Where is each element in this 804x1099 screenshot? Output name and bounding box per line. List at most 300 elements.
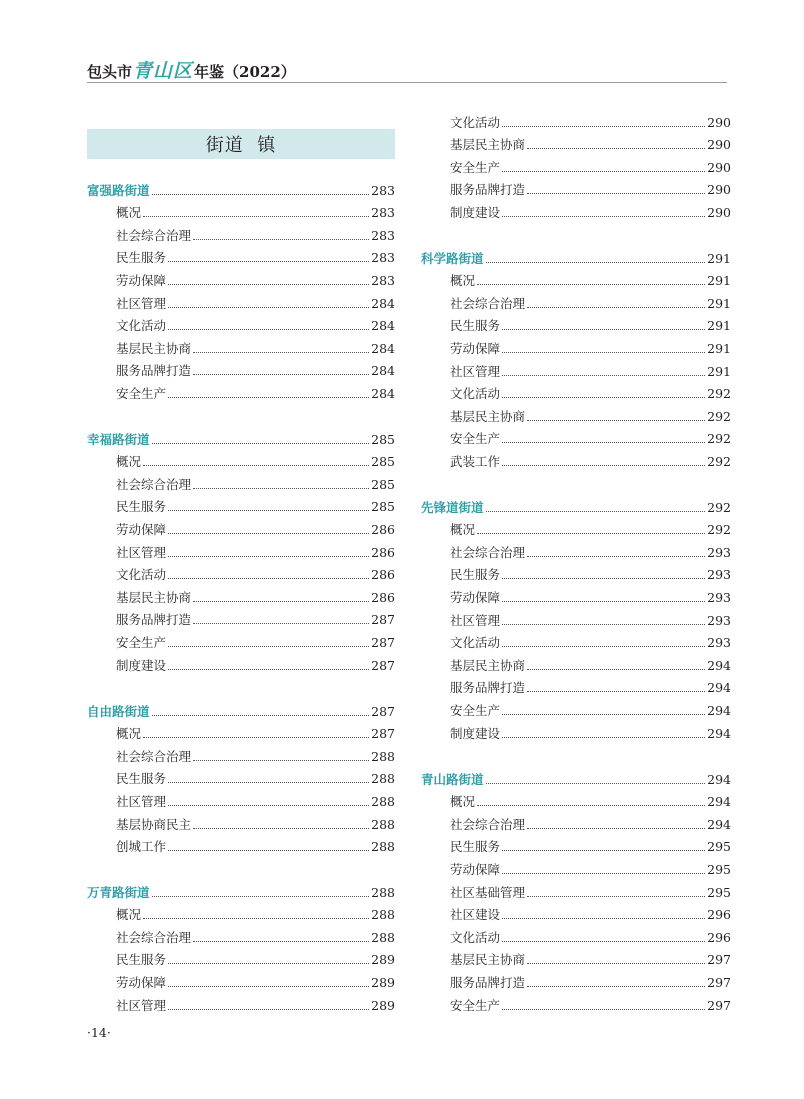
toc-entry[interactable] — [421, 878, 731, 901]
toc-entry[interactable] — [87, 946, 395, 969]
leader-dots — [193, 623, 369, 624]
toc-page-number: 287 — [371, 612, 395, 628]
toc-page-number: 285 — [371, 476, 395, 492]
leader-dots — [502, 646, 705, 647]
toc-entry-title: 服务品牌打造 — [450, 680, 526, 696]
toc-entry-title: 制度建设 — [450, 725, 501, 741]
leader-dots — [168, 669, 369, 670]
toc-entry[interactable] — [421, 402, 731, 425]
toc-page-number: 295 — [707, 861, 731, 877]
toc-entry[interactable] — [421, 901, 731, 924]
toc-page-number: 297 — [707, 974, 731, 990]
toc-entry[interactable] — [87, 448, 395, 471]
toc-entry-title: 劳动保障 — [116, 521, 167, 537]
toc-entry[interactable] — [421, 198, 731, 221]
toc-page-number: 284 — [371, 340, 395, 356]
toc-entry[interactable] — [87, 357, 395, 380]
leader-dots — [502, 465, 705, 466]
toc-page-number: 294 — [707, 816, 731, 832]
toc-entry[interactable] — [421, 312, 731, 335]
toc-entry-title: 武装工作 — [450, 453, 501, 469]
leader-dots — [502, 918, 705, 919]
leader-dots — [193, 760, 369, 761]
toc-page-number: 289 — [371, 952, 395, 968]
leader-dots — [193, 828, 369, 829]
toc-entry[interactable] — [421, 425, 731, 448]
leader-dots — [193, 352, 369, 353]
toc-entry-title: 劳动保障 — [116, 272, 167, 288]
toc-entry-title: 概况 — [116, 726, 142, 742]
toc-entry-title: 基层民主协商 — [450, 657, 526, 673]
section-title: 街道 镇 — [205, 135, 277, 156]
toc-entry[interactable] — [87, 833, 395, 856]
toc-page-number: 290 — [707, 114, 731, 130]
toc-page-number: 295 — [707, 839, 731, 855]
toc-page-number: 286 — [371, 589, 395, 605]
header-year: （2022） — [224, 63, 296, 81]
toc-page-number: 297 — [707, 997, 731, 1013]
toc-page-number: 287 — [371, 726, 395, 742]
leader-dots — [193, 601, 369, 602]
toc-entry[interactable] — [421, 651, 731, 674]
leader-dots — [193, 374, 369, 375]
toc-entry-title: 社会综合治理 — [450, 544, 526, 560]
toc-entry[interactable] — [87, 221, 395, 244]
toc-group — [421, 108, 731, 221]
leader-dots — [502, 397, 705, 398]
toc-page-number: 292 — [707, 453, 731, 469]
toc-entry-title: 文化活动 — [450, 114, 501, 130]
leader-dots — [168, 986, 369, 987]
toc-entry-title: 安全生产 — [450, 159, 501, 175]
toc-entry[interactable] — [87, 968, 395, 991]
toc-entry[interactable] — [421, 289, 731, 312]
toc-entry[interactable] — [421, 696, 731, 719]
toc-entry-title: 民生服务 — [450, 567, 501, 583]
leader-dots — [168, 850, 369, 851]
toc-group — [87, 878, 395, 1014]
toc-page-number: 288 — [371, 748, 395, 764]
leader-dots — [168, 1009, 369, 1010]
toc-entry-title: 概况 — [116, 205, 142, 221]
leader-dots — [168, 261, 369, 262]
toc-heading[interactable] — [87, 425, 395, 448]
toc-entry-title: 劳动保障 — [116, 974, 167, 990]
toc-heading-title: 自由路街道 — [87, 703, 150, 719]
toc-entry[interactable] — [421, 719, 731, 742]
toc-entry-title: 概况 — [450, 522, 476, 538]
toc-entry-title: 服务品牌打造 — [450, 974, 526, 990]
toc-group — [87, 425, 395, 674]
leader-dots — [143, 737, 369, 738]
toc-entry[interactable] — [421, 833, 731, 856]
leader-dots — [502, 714, 705, 715]
leader-dots — [168, 646, 369, 647]
leader-dots — [502, 442, 705, 443]
toc-page-number: 287 — [371, 657, 395, 673]
toc-entry[interactable] — [421, 516, 731, 539]
toc-entry-title: 民生服务 — [116, 499, 167, 515]
leader-dots — [168, 556, 369, 557]
leader-dots — [193, 488, 369, 489]
leader-dots — [502, 624, 705, 625]
toc-page-number: 294 — [707, 725, 731, 741]
leader-dots — [168, 397, 369, 398]
toc-entry[interactable] — [421, 108, 731, 131]
toc-entry[interactable] — [421, 131, 731, 154]
toc-page-number: 287 — [371, 634, 395, 650]
leader-dots — [152, 194, 370, 195]
toc-entry[interactable] — [87, 991, 395, 1014]
toc-entry[interactable] — [421, 561, 731, 584]
leader-dots — [168, 284, 369, 285]
leader-dots — [527, 420, 705, 421]
leader-dots — [527, 986, 705, 987]
toc-entry[interactable] — [87, 901, 395, 924]
toc-page-number: 294 — [707, 680, 731, 696]
toc-entry-title: 社区管理 — [116, 295, 167, 311]
toc-entry[interactable] — [87, 312, 395, 335]
toc-heading-title: 科学路街道 — [421, 250, 484, 266]
toc-entry-title: 文化活动 — [116, 567, 167, 583]
toc-entry-title: 安全生产 — [116, 385, 167, 401]
toc-heading[interactable] — [87, 878, 395, 901]
leader-dots — [486, 783, 706, 784]
leader-dots — [527, 896, 705, 897]
toc-entry-title: 社区管理 — [116, 793, 167, 809]
toc-page-number: 289 — [371, 997, 395, 1013]
leader-dots — [502, 329, 705, 330]
toc-heading-title: 青山路街道 — [421, 771, 484, 787]
toc-page-number: 297 — [707, 952, 731, 968]
leader-dots — [168, 782, 369, 783]
toc-entry-title: 社区管理 — [450, 363, 501, 379]
toc-entry[interactable] — [421, 176, 731, 199]
leader-dots — [527, 669, 705, 670]
toc-entry-title: 社区管理 — [116, 997, 167, 1013]
header-yearbook: 年鉴 — [194, 63, 225, 81]
toc-entry-title: 服务品牌打造 — [116, 612, 192, 628]
toc-entry-title: 民生服务 — [450, 318, 501, 334]
toc-entry-title: 社区基础管理 — [450, 884, 526, 900]
toc-page-number: 285 — [371, 499, 395, 515]
leader-dots — [502, 941, 705, 942]
toc-entry-title: 基层民主协商 — [116, 589, 192, 605]
leader-dots — [502, 601, 705, 602]
toc-entry[interactable] — [421, 380, 731, 403]
leader-dots — [168, 510, 369, 511]
leader-dots — [168, 307, 369, 308]
toc-page-number: 286 — [371, 521, 395, 537]
page-number: ·14· — [87, 1025, 111, 1040]
toc-entry-title: 劳动保障 — [450, 589, 501, 605]
toc-entry-title: 民生服务 — [450, 839, 501, 855]
toc-entry[interactable] — [87, 583, 395, 606]
toc-entry-title: 民生服务 — [116, 771, 167, 787]
toc-page-number: 294 — [707, 702, 731, 718]
toc-entry[interactable] — [87, 720, 395, 743]
toc-page-number: 292 — [707, 431, 731, 447]
toc-heading[interactable] — [421, 493, 731, 516]
toc-heading[interactable] — [421, 765, 731, 788]
toc-page-number: 283 — [371, 182, 395, 198]
toc-page-number: 293 — [707, 589, 731, 605]
toc-entry[interactable] — [421, 447, 731, 470]
toc-entry-title: 基层协商民主 — [116, 816, 192, 832]
toc-entry[interactable] — [87, 379, 395, 402]
toc-page-number: 283 — [371, 205, 395, 221]
toc-entry-title: 制度建设 — [450, 204, 501, 220]
toc-entry-title: 基层民主协商 — [450, 952, 526, 968]
toc-entry-title: 制度建设 — [116, 657, 167, 673]
leader-dots — [502, 850, 705, 851]
toc-page-number: 293 — [707, 612, 731, 628]
toc-page-number: 294 — [707, 657, 731, 673]
leader-dots — [486, 262, 706, 263]
toc-entry[interactable] — [87, 651, 395, 674]
toc-entry[interactable] — [87, 538, 395, 561]
leader-dots — [152, 715, 370, 716]
toc-entry-title: 创城工作 — [116, 839, 167, 855]
toc-entry-title: 服务品牌打造 — [450, 182, 526, 198]
toc-entry[interactable] — [421, 788, 731, 811]
toc-entry-title: 基层民主协商 — [116, 340, 192, 356]
toc-entry-title: 安全生产 — [450, 997, 501, 1013]
toc-entry[interactable] — [87, 742, 395, 765]
toc-page-number: 291 — [707, 318, 731, 334]
leader-dots — [527, 148, 705, 149]
toc-entry[interactable] — [421, 810, 731, 833]
toc-entry-title: 基层民主协商 — [450, 408, 526, 424]
toc-page-number: 290 — [707, 159, 731, 175]
toc-page-number: 288 — [371, 884, 395, 900]
toc-page-number: 283 — [371, 272, 395, 288]
toc-page-number: 288 — [371, 771, 395, 787]
toc-page-number: 291 — [707, 273, 731, 289]
toc-entry-title: 服务品牌打造 — [116, 363, 192, 379]
toc-entry[interactable] — [421, 267, 731, 290]
toc-page-number: 291 — [707, 340, 731, 356]
toc-entry[interactable] — [87, 606, 395, 629]
toc-page-number: 296 — [707, 929, 731, 945]
leader-dots — [502, 171, 705, 172]
toc-page-number: 287 — [371, 703, 395, 719]
leader-dots — [193, 941, 369, 942]
leader-dots — [168, 329, 369, 330]
leader-dots — [502, 126, 705, 127]
toc-entry[interactable] — [421, 629, 731, 652]
toc-page-number: 290 — [707, 137, 731, 153]
leader-dots — [168, 963, 369, 964]
leader-dots — [168, 533, 369, 534]
toc-entry[interactable] — [87, 628, 395, 651]
toc-entry-title: 社区管理 — [450, 612, 501, 628]
leader-dots — [527, 828, 705, 829]
toc-page-number: 295 — [707, 884, 731, 900]
toc-page-number: 284 — [371, 363, 395, 379]
toc-entry[interactable] — [421, 991, 731, 1014]
toc-page-number: 285 — [371, 431, 395, 447]
toc-heading-title: 富强路街道 — [87, 182, 150, 198]
toc-page-number: 288 — [371, 907, 395, 923]
leader-dots — [143, 465, 369, 466]
toc-entry-title: 社会综合治理 — [116, 929, 192, 945]
toc-page-number: 284 — [371, 385, 395, 401]
running-header — [87, 56, 296, 82]
toc-entry-title: 文化活动 — [450, 635, 501, 651]
toc-entry[interactable] — [87, 334, 395, 357]
toc-group — [87, 697, 395, 855]
toc-page-number: 292 — [707, 408, 731, 424]
leader-dots — [527, 193, 705, 194]
toc-page-number: 293 — [707, 544, 731, 560]
leader-dots — [502, 375, 705, 376]
toc-entry[interactable] — [87, 515, 395, 538]
toc-page-number: 291 — [707, 363, 731, 379]
toc-page-number: 288 — [371, 793, 395, 809]
toc-entry[interactable] — [421, 923, 731, 946]
toc-page-number: 290 — [707, 204, 731, 220]
toc-page-number: 293 — [707, 635, 731, 651]
toc-page-number: 283 — [371, 227, 395, 243]
toc-entry[interactable] — [87, 493, 395, 516]
toc-entry-title: 文化活动 — [116, 318, 167, 334]
toc-entry-title: 社会综合治理 — [116, 227, 192, 243]
section-banner — [87, 129, 395, 159]
toc-entry[interactable] — [421, 334, 731, 357]
toc-page-number: 286 — [371, 567, 395, 583]
leader-dots — [527, 556, 705, 557]
toc-entry-title: 安全生产 — [116, 634, 167, 650]
toc-entry-title: 劳动保障 — [450, 340, 501, 356]
toc-heading[interactable] — [87, 176, 395, 199]
toc-group — [421, 493, 731, 742]
toc-page-number: 284 — [371, 295, 395, 311]
leader-dots — [502, 873, 705, 874]
toc-page-number: 290 — [707, 182, 731, 198]
toc-page-number: 286 — [371, 544, 395, 560]
toc-page-number: 294 — [707, 771, 731, 787]
toc-heading[interactable] — [87, 697, 395, 720]
header-city: 包头市 — [87, 63, 133, 81]
toc-entry-title: 安全生产 — [450, 702, 501, 718]
toc-group — [421, 765, 731, 1014]
leader-dots — [477, 284, 705, 285]
toc-entry-title: 社会综合治理 — [450, 295, 526, 311]
toc-page-number: 289 — [371, 974, 395, 990]
leader-dots — [527, 963, 705, 964]
toc-entry[interactable] — [421, 357, 731, 380]
toc-entry-title: 民生服务 — [116, 250, 167, 266]
header-brand-logo: 青山区 — [133, 60, 194, 82]
toc-page-number: 292 — [707, 386, 731, 402]
toc-page-number: 285 — [371, 454, 395, 470]
toc-page-number: 283 — [371, 250, 395, 266]
toc-page-number: 288 — [371, 839, 395, 855]
toc-entry[interactable] — [87, 787, 395, 810]
leader-dots — [486, 511, 706, 512]
toc-entry-title: 概况 — [450, 794, 476, 810]
toc-heading-title: 幸福路街道 — [87, 431, 150, 447]
leader-dots — [502, 216, 705, 217]
leader-dots — [168, 805, 369, 806]
leader-dots — [152, 896, 370, 897]
toc-entry[interactable] — [87, 470, 395, 493]
toc-entry-title: 社会综合治理 — [116, 476, 192, 492]
toc-entry[interactable] — [421, 583, 731, 606]
toc-entry[interactable] — [87, 289, 395, 312]
toc-entry[interactable] — [421, 946, 731, 969]
toc-entry[interactable] — [421, 855, 731, 878]
toc-entry[interactable] — [87, 561, 395, 584]
leader-dots — [502, 352, 705, 353]
toc-entry[interactable] — [421, 674, 731, 697]
toc-entry[interactable] — [421, 153, 731, 176]
toc-heading[interactable] — [421, 244, 731, 267]
toc-entry[interactable] — [87, 810, 395, 833]
toc-page-number: 288 — [371, 816, 395, 832]
toc-entry-title: 文化活动 — [450, 386, 501, 402]
toc-entry[interactable] — [87, 199, 395, 222]
toc-entry[interactable] — [87, 244, 395, 267]
toc-entry-title: 社会综合治理 — [116, 748, 192, 764]
toc-page-number: 292 — [707, 499, 731, 515]
toc-entry-title: 民生服务 — [116, 952, 167, 968]
toc-entry-title: 安全生产 — [450, 431, 501, 447]
leader-dots — [143, 216, 369, 217]
toc-entry-title: 文化活动 — [450, 929, 501, 945]
toc-page-number: 288 — [371, 929, 395, 945]
toc-heading-title: 先锋道街道 — [421, 499, 484, 515]
leader-dots — [502, 1009, 705, 1010]
leader-dots — [168, 578, 369, 579]
leader-dots — [527, 691, 705, 692]
toc-page-number: 293 — [707, 567, 731, 583]
toc-entry[interactable] — [87, 266, 395, 289]
leader-dots — [477, 533, 705, 534]
toc-heading-title: 万青路街道 — [87, 884, 150, 900]
toc-group — [421, 244, 731, 470]
toc-entry-title: 概况 — [116, 907, 142, 923]
toc-entry[interactable] — [421, 538, 731, 561]
leader-dots — [502, 737, 705, 738]
leader-dots — [143, 918, 369, 919]
toc-entry-title: 社会综合治理 — [450, 816, 526, 832]
toc-page-number: 291 — [707, 250, 731, 266]
toc-page-number: 292 — [707, 522, 731, 538]
toc-page-number: 284 — [371, 318, 395, 334]
toc-entry-title: 社区建设 — [450, 907, 501, 923]
toc-entry-title: 概况 — [450, 273, 476, 289]
toc-group — [87, 176, 395, 402]
leader-dots — [193, 239, 369, 240]
toc-page-number: 294 — [707, 794, 731, 810]
leader-dots — [527, 307, 705, 308]
toc-entry[interactable] — [87, 923, 395, 946]
leader-dots — [152, 443, 370, 444]
toc-entry-title: 社区管理 — [116, 544, 167, 560]
toc-entry-title: 劳动保障 — [450, 861, 501, 877]
toc-entry[interactable] — [87, 765, 395, 788]
leader-dots — [502, 578, 705, 579]
toc-entry[interactable] — [421, 606, 731, 629]
toc-entry-title: 基层民主协商 — [450, 137, 526, 153]
header-divider — [87, 82, 727, 83]
toc-page-number: 296 — [707, 907, 731, 923]
toc-page-number: 291 — [707, 295, 731, 311]
leader-dots — [477, 805, 705, 806]
toc-entry[interactable] — [421, 968, 731, 991]
